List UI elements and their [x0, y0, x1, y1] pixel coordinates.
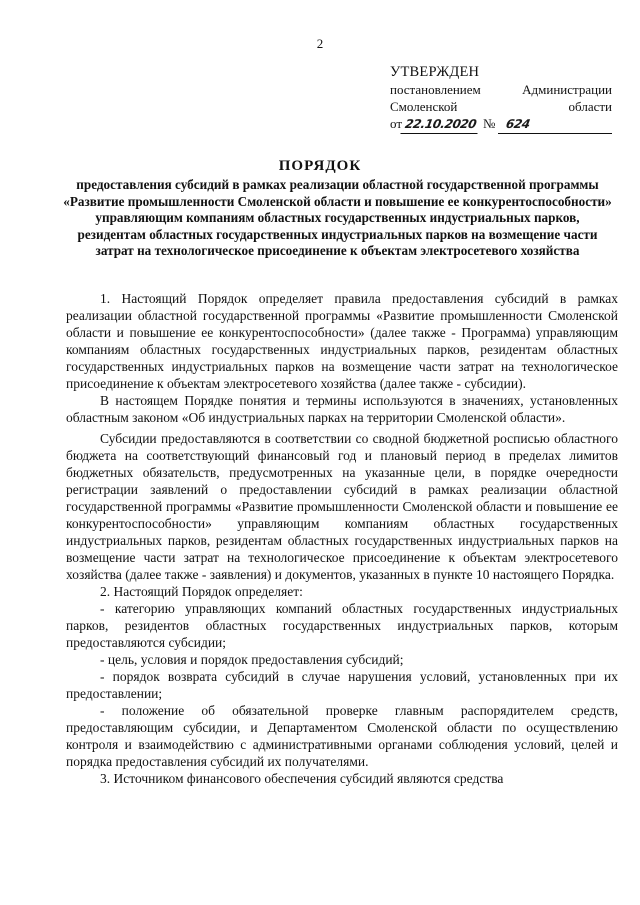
handwritten-date: 22.10.2020 — [400, 116, 480, 134]
approval-block — [390, 64, 612, 134]
paragraph-subsidies: Субсидии предоставляются в соответствии со сводной бюджетной росписью областного бюджета на соответствующий финансовый год и плановый период в пределах лимитов бюджетных обязательств, предусмотренных на указанные цели, в порядке очередности регистрации заявлений о предоставлении субсидий в рамках реализации областной государственной программы «Развитие промышленности Смоленской области и повышение ее конкурентоспособности» управляющим компаниям областных государственных индустриальных парков, резидентам областных государственных индустриальных парков на возмещение части затрат на технологическое присоединение к объектам электросетевого хозяйства (далее также - заявления) и документов, указанных в пункте 10 настоящего Порядка. — [66, 431, 618, 582]
approval-region-text: Смоленской области — [390, 99, 612, 114]
paragraph-terms: В настоящем Порядке понятия и термины используются в значениях, установленных областным законом «Об индустриальных парках на территории Смоленской области». — [66, 393, 618, 425]
paragraph-1: 1. Настоящий Порядок определяет правила предоставления субсидий в рамках реализации областной государственной программы «Развитие промышленности Смоленской области и повышение ее конкурентоспособности» (далее также - Программа) управляющим компаниям областных государственных индустриальных парков, резидентам областных государственных индустриальных парков на возмещение части затрат на технологическое присоединение к объектам электросетевого хозяйства (далее также - субсидии). — [66, 291, 618, 391]
paragraph-3: 3. Источником финансового обеспечения субсидий являются средства — [100, 771, 504, 786]
list-item-return: - порядок возврата субсидий в случае нарушения условий, установленных при их предоставлении; — [66, 669, 618, 701]
date-prefix: от — [390, 116, 403, 131]
list-item-control: - положение об обязательной проверке главным распорядителем средств, предоставляющим субсидии, и Департаментом Смоленской области по осуществлению контроля и взаимодействию с административными органами соблюдения условий, целей и порядка предоставления субсидий их получателями. — [66, 703, 618, 769]
handwritten-number: 624 — [505, 117, 532, 131]
paragraph-2: 2. Настоящий Порядок определяет: — [100, 584, 303, 599]
document-body — [66, 290, 618, 787]
list-item-purpose: - цель, условия и порядок предоставления субсидий; — [100, 652, 404, 667]
approval-title: УТВЕРЖДЕН — [390, 64, 480, 80]
page-number: 2 — [316, 36, 324, 51]
document-subtitle: предоставления субсидий в рамках реализации областной государственной программы «Развитие промышленности Смоленской области и повышение ее конкурентоспособности» управляющим компаниям областных государственных индустриальных парков, резидентам областных государственных индустриальных парков на возмещение части затрат на технологическое присоединение к объектам электросетевого хозяйства — [63, 177, 612, 258]
list-item-category: - категорию управляющих компаний областных государственных индустриальных парков, резидентов областных государственных индустриальных парков, которым предоставляются субсидии; — [66, 601, 618, 650]
document-title: ПОРЯДОК — [278, 158, 362, 174]
number-field — [498, 115, 612, 134]
approval-line-resolution: постановлением Администрации — [390, 82, 612, 97]
approval-line-region — [390, 98, 612, 115]
number-sign: № — [482, 116, 496, 131]
approval-date-line — [390, 115, 612, 134]
